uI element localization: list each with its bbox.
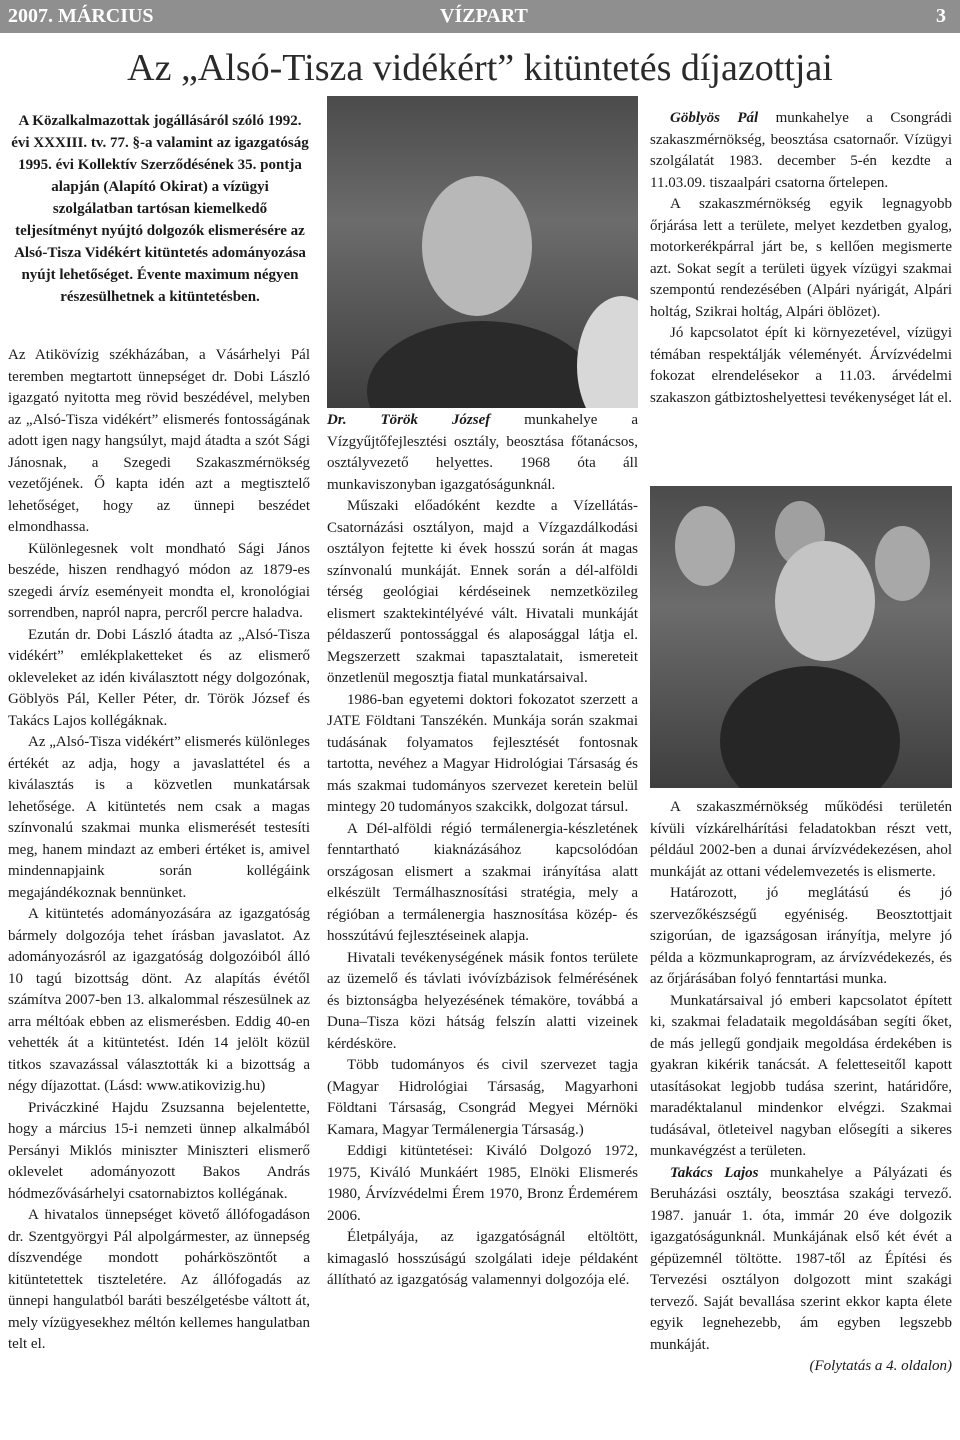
face-shape — [875, 526, 930, 601]
paragraph: Határozott, jó meglátású és jó szervezőkészségű egyéniség. Beosztottjait szigorúan, de igazságosan irányítja, melyre jó példa a közmunkaprogram, az árvízvédekezés, és az őrjárásában folyó fenntartási munka. — [650, 885, 952, 987]
face-shape — [422, 176, 532, 316]
awardee-name: Dr. Török József — [327, 412, 491, 428]
paragraph: A hivatalos ünnepséget követő állófogadáson dr. Szentgyörgyi Pál alpolgármester, az ünnepség díszvendége mondott pohárköszöntőt a kitüntetettek tiszteletére. Az állófogadás az ünnepi hangulatból baráti beszélgetésbe váltott át, mely vízügyesekhez méltón kellemes hangulatban telt el. — [8, 1207, 310, 1352]
column-3-bottom — [650, 797, 952, 1378]
paragraph: A szakaszmérnökség egyik legnagyobb őrjárása lett a területe, melyet kezdetben gyalog, motorkerékpárral járt be, s kellően megismerte azt. Sokat segít a területi ügyek vízügyi szakmai szempontú rendezésében (Alpári nyárigát, Alpári holtág, Szikrai holtág, Alpári öblözet). — [650, 196, 952, 320]
paragraph: A szakaszmérnökség működési területén kívüli vízkárelhárítási feladatokban részt vett, például 2002-ben a dunai árvízvédekezésen, ahol munkáját az ottani védelemvezetés is elismerte. — [650, 799, 952, 880]
paragraph — [650, 1163, 952, 1357]
face-shape — [675, 506, 735, 586]
paragraph — [327, 410, 638, 496]
column-2 — [327, 410, 638, 1292]
column-3-top — [650, 108, 952, 409]
paragraph: A kitüntetés adományozására az igazgatóság bármely dolgozója tehet írásban javaslatot. Az adományozásról az igazgatóság dolgozóiból álló 10 tagú bizottság dönt. Az alapítás évétől számítva 2007-ben 13. alkalommal részesülnek az arra méltóak ebben az elismerésben. Eddig 40-en vehették át a kitüntetést. Idén 14 jelölt közül titkos szavazással választották ki a bizottság a négy díjazottat. (Lásd: www.atikovizig.hu) — [8, 906, 310, 1094]
paper-name: VÍZPART — [440, 5, 528, 27]
article-lead: A Közalkalmazottak jogállásáról szóló 1992. évi XXXIII. tv. 77. §-a valamint az igazgatóság 1995. évi Kollektív Szerződésének 35. pontja alapján (Alapító Okirat) a vízügyi szolgálatban tartósan kiemelkedő teljesítményt nyújtó dolgozók elismerésére az Alsó-Tisza Vidékért kitüntetés adományozása nyújt lehetőséget. Évente maximum négyen részesülhetnek a kitüntetésben. — [11, 113, 309, 305]
paragraph: Különlegesnek volt mondható Sági János beszéde, hiszen rendhagyó módon az 1879-es szegedi árvíz eseményeit mondta el, kronológiai sorrendben, napról napra, percről percre haladva. — [8, 540, 310, 621]
paragraph: Munkatársaival jó emberi kapcsolatot épített ki, szakmai feladataik megoldásában segíti őket, de más jellegű gondjaik megoldása érdekében is gyakran kikérik tanácsát. A feletteseitől kapott utasításokat legjobb tudása szerint, határidőre, maradéktalanul mindenkor elvégzi. Szakmai tudásával, ötleteivel nagyban elősegíti a sikeres munkavégzést a területen. — [650, 992, 952, 1159]
paragraph: Eddigi kitüntetései: Kiváló Dolgozó 1972, 1975, Kiváló Munkáért 1985, Elnöki Elismerés 1980, Árvízvédelmi Érem 1970, Bronz Érdemérem 2006. — [327, 1143, 638, 1224]
paragraph: Priváczkiné Hajdu Zsuzsanna bejelentette, hogy a március 15-i nemzeti ünnep alkalmából Persányi Miklós miniszter Miniszteri elismerő oklevelet adományozott Bakos András hódmezővásárhelyi csatornabiztos kollégának. — [8, 1099, 310, 1202]
paragraph: Hivatali tevékenységének másik fontos területe az üzemelő és távlati ivóvízbázisok felmérésének és biztonságba helyezésének témaköre, továbbá a Duna–Tisza közi hátság felszín alatti vizeinek kérdésköre. — [327, 949, 638, 1052]
column-1 — [8, 345, 310, 1356]
paragraph: 1986-ban egyetemi doktori fokozatot szerzett a JATE Földtani Tanszékén. Munkája során szakmai tudásának folyamatos fejlesztését fontosnak tartotta, nevéhez a Magyar Hidrológiai Társaság és más szakmai tudományos szervezet keretein belül mintegy 20 tudományos szakcikk, dolgozat társul. — [327, 691, 638, 815]
article-title: Az „Alsó-Tisza vidékért” kitüntetés díjazottjai — [127, 47, 833, 89]
paragraph: Jó kapcsolatot épít ki környezetével, vízügyi témában respektálják véleményét. Árvízvédelmi fokozat elrendelésekor a 11.03. árvédelmi szakaszon gátbiztoshelyettesi tevékenységet lát el. — [650, 325, 952, 406]
paragraph: Az Atikövízig székházában, a Vásárhelyi Pál teremben megtartott ünnepséget dr. Dobi László igazgató nyitotta meg rövid beszédével, melyben az „Alsó-Tisza vidékért” elismerés fontosságának adott igen nagy hangsúlyt, majd átadta a szót Sági Jánosnak, a Szegedi Szakaszmérnökség vezetőjének. Ő kapta idén azt a megtisztelő lehetőséget, hogy az ünnepi beszédet elmondhassa. — [8, 347, 310, 535]
paragraph: Életpályája, az igazgatóságnál eltöltött, kimagasló hosszúságú szolgálati ideje példaként állítható az igazgatóság valamennyi dolgozója elé. — [327, 1229, 638, 1288]
paragraph — [650, 108, 952, 194]
suit-shape — [720, 666, 900, 788]
paragraph: Műszaki előadóként kezdte a Vízellátás-Csatornázási osztályon, majd a Vízgazdálkodási osztályon fejtette ki évek hosszú során át magas színvonalú munkáját. Ennek során a dél-alföldi térség geológiai kérdéseinek nemzetközileg elismert szaktekintélyévé vált. Hivatali munkáját példaszerű pontossággal és alaposággal látja el. Megszerzett szakmai tapasztalatait, ismereteit önzetlenül megosztja fiatal munkatársaival. — [327, 498, 638, 686]
paragraph: Az „Alsó-Tisza vidékért” elismerés különleges értékét az adja, hogy a javaslattétel és a kiválasztás is a közvetlen munkatársak lehetősége. A kitüntetés nem csak a magas színvonalú szakmai munka elismerését testesíti meg, hanem mindazt az emberi értéket is, amivel mindennapjaink során kollégáink megajándékoznak bennünket. — [8, 734, 310, 901]
page-number: 3 — [936, 5, 946, 27]
lace-shape — [577, 296, 638, 408]
page-header — [0, 0, 960, 33]
suit-shape — [367, 321, 597, 408]
face-shape — [775, 541, 875, 661]
paragraph: Ezután dr. Dobi László átadta az „Alsó-Tisza vidékért” emlékplaketteket és az elismerő okleveleket az idén kiválasztott négy dolgozónak, Göblyös Pál, Keller Péter, dr. Török József és Takács Lajos kollégáknak. — [8, 626, 310, 729]
paragraph: A Dél-alföldi régió termálenergia-készletének fenntartható kiaknázásához kapcsolódóan országosan elismert a szakmai irányítása alatt elkészült Termálhasznosítási stratégia, mely a régióban a termálenergia hasznosítása közép- és hosszútávú fejlesztéseinek alapja. — [327, 820, 638, 944]
paragraph: Több tudományos és civil szervezet tagja (Magyar Hidrológiai Társaság, Magyarhoni Földtani Társaság, Csongrád Megyei Mérnöki Kamara, Magyar Termálenergia Társaság.) — [327, 1057, 638, 1138]
portrait-photo — [327, 96, 638, 408]
awardee-name: Takács Lajos — [670, 1164, 759, 1181]
issue-date: 2007. MÁRCIUS — [8, 5, 154, 27]
audience-photo — [650, 486, 952, 788]
continued-note: (Folytatás a 4. oldalon) — [809, 1358, 952, 1374]
paragraph-text: munkahelye a Vízgyűjtőfejlesztési osztály, beosztása főtanácsos, osztályvezető helyettes. 1968 óta áll munkaviszonyban igazgatóságunknál. — [327, 412, 639, 493]
awardee-name: Göblyös Pál — [670, 110, 759, 126]
paragraph-text: munkahelye a Csongrádi szakaszmérnökség, beosztása csatornaőr. Vízügyi szolgálatát 1983. december 5-én kezdte a 11.03.09. tiszaalpári csatorna őrtelepen. — [650, 110, 952, 191]
paragraph-text: munkahelye a Pályázati és Beruházási osztály, beosztása szakági tervező. 1987. január 1. óta, immár 20 éve dolgozik igazgatóságunknál. Munkájának első két évét a gépüzemnél töltötte. 1987-től az Építési és Tervezési osztályon dolgozott mint szakági tervező. Saját bevallása szerint ekkor kapta élete egyik legnehezebb, ám egyben legszebb munkáját. — [650, 1164, 953, 1353]
